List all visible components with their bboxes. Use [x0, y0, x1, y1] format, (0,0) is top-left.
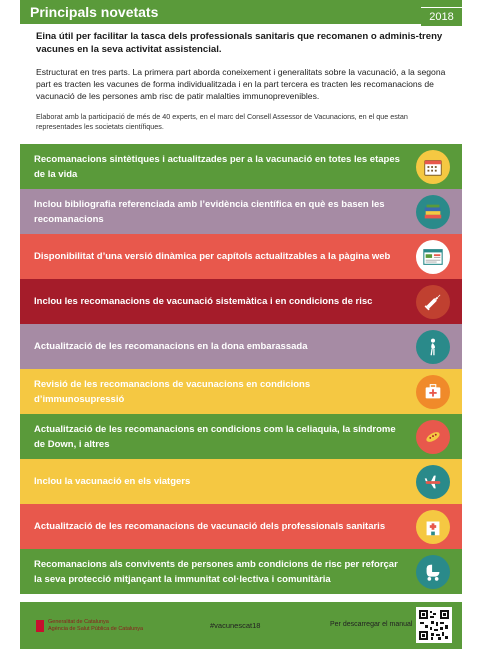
- browser-icon: [416, 240, 450, 274]
- feature-text: Inclou bibliografia referenciada amb l’evidència científica en què es basen les recomanacions: [34, 198, 385, 225]
- virus-icon: [416, 420, 450, 454]
- title-bar: [20, 0, 462, 24]
- feature-text: Inclou les recomanacions de vacunació sistemàtica i en condicions de risc: [34, 296, 373, 307]
- org-name: [48, 619, 143, 633]
- feature-row: [20, 189, 462, 234]
- generalitat-logo: [36, 620, 44, 632]
- feature-text: Revisió de les recomanacions de vacunacions en condicions d’immunosupressió: [34, 378, 311, 405]
- plane-icon: [416, 465, 450, 499]
- org-line-2: Agència de Salut Pública de Catalunya: [48, 625, 144, 632]
- medkit-icon: [416, 375, 450, 409]
- feature-row: [20, 549, 462, 594]
- year-badge: 2018: [421, 7, 462, 26]
- feature-row: [20, 504, 462, 549]
- feature-text: Recomanacions als convivents de persones amb condicions de risc per reforçar la seva protecció mitjançant la immunitat col·lectiva i comunitària: [34, 558, 398, 585]
- intro-lead: Eina útil per facilitar la tasca dels professionals sanitaris que recomanen o adminis-treny vacunes en la seva activitat assistencial.: [36, 31, 443, 55]
- intro-section: [36, 30, 448, 132]
- footer: [20, 602, 462, 649]
- feature-text: Inclou la vacunació en els viatgers: [34, 476, 191, 487]
- org-line-1: Generalitat de Catalunya: [48, 618, 109, 625]
- syringe-icon: [416, 285, 450, 319]
- feature-row: [20, 279, 462, 324]
- feature-row: [20, 144, 462, 189]
- pregnant-icon: [416, 330, 450, 364]
- feature-text: Disponibilitat d’una versió dinàmica per capítols actualitzables a la pàgina web: [34, 251, 391, 262]
- feature-row: [20, 234, 462, 279]
- calendar-icon: [416, 150, 450, 184]
- feature-text: Recomanacions sintètiques i actualitzades per a la vacunació en totes les etapes de la vida: [34, 153, 400, 180]
- feature-row: [20, 369, 462, 414]
- feature-row: [20, 459, 462, 504]
- feature-row: [20, 414, 462, 459]
- books-icon: [416, 195, 450, 229]
- stroller-icon: [416, 555, 450, 589]
- hashtag[interactable]: #vacunescat18: [210, 621, 261, 630]
- feature-text: Actualització de les recomanacions en la dona embarassada: [34, 341, 308, 352]
- download-link[interactable]: Per descarregar el manual: [330, 621, 413, 628]
- feature-text: Actualització de les recomanacions en condicions com la celiaquia, la síndrome de Down, i altres: [34, 423, 396, 450]
- page-title: Principals novetats: [30, 4, 159, 20]
- intro-note: Elaborat amb la participació de més de 40 experts, en el marc del Consell Assessor de Vacunacions, en el que estan representades les societats científiques.: [36, 112, 408, 131]
- qr-code-icon[interactable]: [416, 607, 452, 643]
- intro-body: Estructurat en tres parts. La primera part aborda coneixement i generalitats sobre la vacunació, a la segona part es tracten les vacunes de forma individualitzada i en la part tercera es tracten les recomanacions de vacunació de les persones amb risc de patir malalties immunoprevenibles.: [36, 67, 446, 101]
- feature-row: [20, 324, 462, 369]
- features-list: [20, 144, 462, 594]
- feature-text: Actualització de les recomanacions de vacunació dels professionals sanitaris: [34, 521, 386, 532]
- hospital-icon: [416, 510, 450, 544]
